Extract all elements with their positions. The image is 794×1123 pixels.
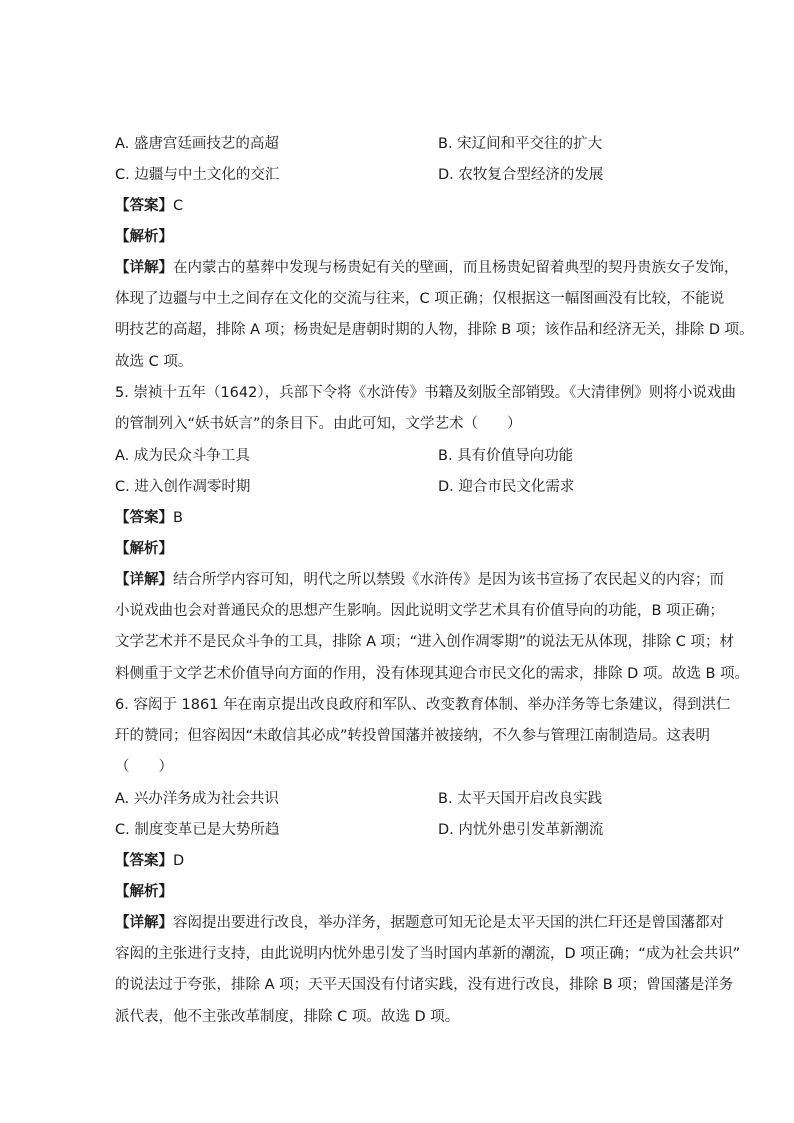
- q4-answer-value: C: [173, 198, 184, 214]
- q5-option-d: D. 迎合市民文化需求: [438, 479, 575, 495]
- q6-answer-tag: 【答案】: [115, 853, 173, 869]
- q4-detail-tag: 【详解】: [115, 260, 173, 276]
- q4-option-c: C. 边疆与中土文化的交汇: [115, 167, 280, 183]
- q5-detail-tag: 【详解】: [115, 572, 173, 588]
- q5-detail-line: 【详解】结合所学内容可知，明代之所以禁毁《水浒传》是因为该书宣扬了农民起义的内容；而: [115, 572, 724, 588]
- q4-option-b: B. 宋辽间和平交往的扩大: [438, 136, 603, 152]
- q4-answer-tag: 【答案】: [115, 198, 173, 214]
- q5-answer-value: B: [173, 510, 183, 526]
- q5-detail: [115, 565, 750, 690]
- q6-option-a: A. 兴办洋务成为社会共识: [115, 791, 279, 807]
- q5-answer-tag: 【答案】: [115, 510, 173, 526]
- q5-stem-line: 的管制列入“妖书妖言”的条目下。由此可知，文学艺术（ ）: [115, 416, 522, 433]
- q6-stem: [115, 690, 731, 784]
- q4-option-a: A. 盛唐宫廷画技艺的高超: [115, 136, 279, 152]
- q6-detail-line: 容闳的主张进行支持，由此说明内忧外患引发了当时国内革新的潮流，D 项正确；“成为社会共识”: [115, 946, 741, 963]
- q5-detail-line: 文学艺术并不是民众斗争的工具，排除 A 项；“进入创作凋零期”的说法无从体现，排除 C 项；材: [115, 634, 735, 651]
- q5-option-c: C. 进入创作凋零时期: [115, 479, 251, 495]
- q6-detail-line: 派代表，他不主张改革制度，排除 C 项。故选 D 项。: [115, 1008, 460, 1025]
- q5-detail-line: 料侧重于文学艺术价值导向方面的作用，没有体现其迎合市民文化的需求，排除 D 项。故选 B 项。: [115, 665, 750, 682]
- q5-detail-line: 小说戏曲也会对普通民众的思想产生影响。因此说明文学艺术具有价值导向的功能，B 项正确；: [115, 603, 725, 620]
- q4-answer: [115, 195, 183, 217]
- q5-stem-line: 5. 崇祯十五年（1642），兵部下令将《水浒传》书籍及刻版全部销毁。《大清律例》则将小说戏曲: [115, 385, 736, 401]
- q4-analysis-tag: 【解析】: [115, 229, 173, 245]
- q4-detail-line: 明技艺的高超，排除 A 项；杨贵妃是唐朝时期的人物，排除 B 项；该作品和经济无关，排除 D 项。: [115, 322, 754, 339]
- q6-option-b: B. 太平天国开启改良实践: [438, 791, 603, 807]
- q6-stem-line: 6. 容闳于 1861 年在南京提出改良政府和军队、改变教育体制、举办洋务等七条建议，得到洪仁: [115, 697, 731, 713]
- q5-option-a: A. 成为民众斗争工具: [115, 448, 250, 464]
- q6-answer-value: D: [173, 853, 185, 869]
- q6-stem-line: 玕的赞同；但容闳因“未敢信其必成”转投曾国藩并被接纳，不久参与管理江南制造局。这表明: [115, 728, 711, 745]
- q6-option-c: C. 制度变革已是大势所趋: [115, 822, 280, 838]
- q6-stem-line: （ ）: [115, 759, 173, 776]
- q4-detail-line: 体现了边疆与中土之间存在文化的交流与往来，C 项正确；仅根据这一幅图画没有比较，不能说: [115, 291, 725, 308]
- q6-detail: [115, 908, 741, 1033]
- q6-detail-line: 【详解】容闳提出要进行改良，举办洋务，据题意可知无论是太平天国的洪仁玕还是曾国藩都对: [115, 915, 724, 931]
- q5-stem: [115, 378, 736, 440]
- q6-option-d: D. 内忧外患引发革新潮流: [438, 822, 604, 838]
- q5-analysis-tag: 【解析】: [115, 541, 173, 557]
- q5-option-b: B. 具有价值导向功能: [438, 448, 574, 464]
- q4-detail: [115, 253, 754, 378]
- q6-detail-tag: 【详解】: [115, 915, 173, 931]
- q4-detail-line: 故选 C 项。: [115, 353, 193, 370]
- q4-option-d: D. 农牧复合型经济的发展: [438, 167, 604, 183]
- q4-detail-line: 【详解】在内蒙古的墓葬中发现与杨贵妃有关的壁画，而且杨贵妃留着典型的契丹贵族女子发饰，: [115, 260, 739, 276]
- q6-analysis-tag: 【解析】: [115, 884, 173, 900]
- q5-answer: [115, 507, 183, 529]
- q6-detail-line: 的说法过于夸张，排除 A 项；天平天国没有付诸实践，没有进行改良，排除 B 项；曾国藩是洋务: [115, 977, 734, 994]
- q6-answer: [115, 850, 184, 872]
